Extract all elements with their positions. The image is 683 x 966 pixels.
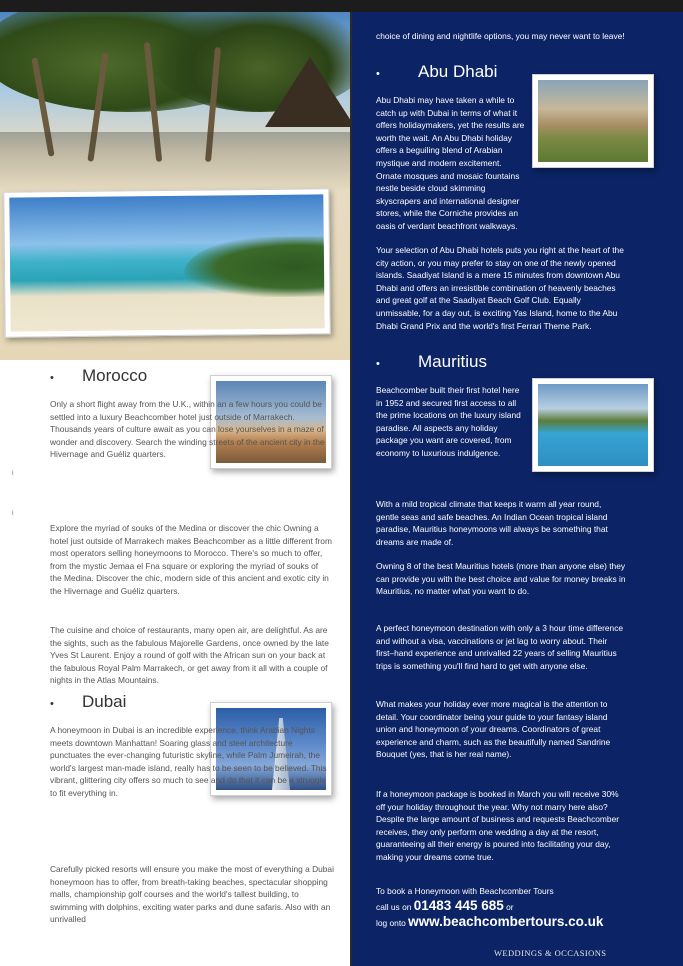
morocco-heading: • Morocco [50, 366, 148, 385]
dubai-paragraph-2: Carefully picked resorts will ensure you make the most of everything a Dubai honeymoon has to offer, from breath-taking beaches, spectacular shopping malls, championship golf courses and the world's tallest building, to swimming with dolphins, exciting water parks and dune safaris. Also with an unrivalled [50, 864, 334, 925]
dubai-paragraph-1: A honeymoon in Dubai is an incredible experience, think Arabian Nights meets downtown Manhattan! Soaring glass and steel architecture punctuates the ever-changing futuristic skyline, while Palm Jumeirah, the world's largest man-made island, really has to be seen to be believed. This vibrant, glittering city offers so much to see and do that it can be a struggle to fit everything in. [50, 725, 327, 798]
margin-mark: i [12, 470, 14, 477]
margin-mark: i [12, 510, 14, 517]
phone-number[interactable]: 01483 445 685 [413, 898, 504, 913]
morocco-paragraph-3: The cuisine and choice of restaurants, many open air, are delightful. As are the sights, such as the fabulous Majorelle Gardens, once owned by the late Yves St Laurent. Enjoy a round of golf with the African sun on your back at the fabulous Royal Palm Marrakech, or get away from it all with a couple of nights in the Atlas Mountains. [50, 625, 329, 686]
morocco-paragraph-1: Only a short flight away from the U.K., within an a few hours you could be settled into a luxury Beachcomber hotel just outside of Marrakech. Thousands years of culture await as you can lose yourselves in a maze of wonder and discovery. Search the winding streets of the ancient city in the Hivernage and Guéliz quarters. [50, 399, 325, 460]
magazine-page [0, 12, 683, 966]
footer-section-name: WEDDINGS & OCCASIONS [494, 948, 607, 958]
bullet: • [50, 698, 54, 710]
contact-url-line: log onto www.beachcombertours.co.uk [376, 914, 604, 929]
mauritius-paragraph-6: If a honeymoon package is booked in March you will receive 30% off your holiday throughout the year. Why not marry here also? Despite the large amount of business and requests Beachcomber receives, they only perform one wedding a day at the resort, guaranteeing all their energy is poured into facilitating your day, making your dreams come true. [376, 789, 620, 862]
contact-phone-line: call us on 01483 445 685 or [376, 898, 514, 913]
mauritius-photo [532, 378, 654, 472]
bullet: • [376, 358, 380, 370]
lagoon-photo [3, 188, 331, 337]
dubai-heading: • Dubai [50, 692, 127, 711]
bullet: • [50, 372, 54, 384]
continued-text: choice of dining and nightlife options, you may never want to leave! [376, 31, 625, 41]
right-column [352, 12, 683, 966]
mauritius-paragraph-1: Beachcomber built their first hotel here in 1952 and secured first access to all the prime locations on the luxury island paradise. All aspects any holiday package you want are covered, from economy to luxurious indulgence. [376, 385, 521, 458]
left-column [0, 12, 352, 966]
beach-hut [265, 57, 352, 127]
mauritius-paragraph-4: A perfect honeymoon destination with only a 3 hour time difference and without a visa, vaccinations or jet lag to worry about. Their first–hand experience and unrivalled 22 years of selling Mauritius trips is something you'll find hard to get with anyone else. [376, 623, 624, 671]
viewer-top-bar [0, 0, 683, 12]
mauritius-heading: • Mauritius [376, 352, 487, 371]
morocco-paragraph-2: Explore the myriad of souks of the Medina or discover the chic Owning a hotel just outside of Marrakech makes Beachcomber as a little different from most operators selling honeymoons to Morocco. There's so much to offer, from the mystic Jemaa el Fna square or exploring the myriad of souks of the Medina. Discover the chic, modern side of this ancient and exotic city in the Hivernage and Guéliz quarters. [50, 523, 332, 596]
mauritius-paragraph-5: What makes your holiday ever more magical is the attention to detail. Your coordinator being your guide to your fantasy island union and honeymoon of your dreams. Coordinators of great experience and charm, such as the beautifully named Sandrine Bouquet (yes, that is her real name). [376, 699, 611, 760]
abu-dhabi-heading: • Abu Dhabi [376, 62, 498, 81]
abu-dhabi-photo [532, 74, 654, 168]
abu-dhabi-paragraph-2: Your selection of Abu Dhabi hotels puts you right at the heart of the city action, or you may prefer to stay on one of the newly opened islands. Saadiyat Island is a mere 15 minutes from downtown Abu Dhabi and offers an irresistible combination of heavenly beaches and great golf at the Saadiyat Beach Golf Club. Equally unmissable, for a day out, is exciting Yas Island, home to the Abu Dhabi Grand Prix and the world's first Ferrari Theme Park. [376, 245, 624, 331]
website-link[interactable]: www.beachcombertours.co.uk [408, 914, 604, 929]
abu-dhabi-paragraph-1: Abu Dhabi may have taken a while to catch up with Dubai in terms of what it offers holidaymakers, yet the results are worth the wait. An Abu Dhabi holiday offers a beguiling blend of Arabian mystique and modern excitement. Ornate mosques and mosaic fountains nestle beside cloud skimming skyscrapers and international designer stores, while the Corniche provides an oasis of verdant beachfront walkways. [376, 95, 525, 231]
bullet: • [376, 68, 380, 80]
contact-line-1: To book a Honeymoon with Beachcomber Tours [376, 886, 554, 896]
mauritius-paragraph-3: Owning 8 of the best Mauritius hotels (more than anyone else) they can provide you with the best choice and value for money breaks in Mauritius, no matter what you want to do. [376, 561, 626, 597]
mauritius-paragraph-2: With a mild tropical climate that keeps it warm all year round, gentle seas and safe beaches. An Indian Ocean tropical island paradise, Mauritius honeymoons will always be something that dreams are made of. [376, 499, 608, 547]
